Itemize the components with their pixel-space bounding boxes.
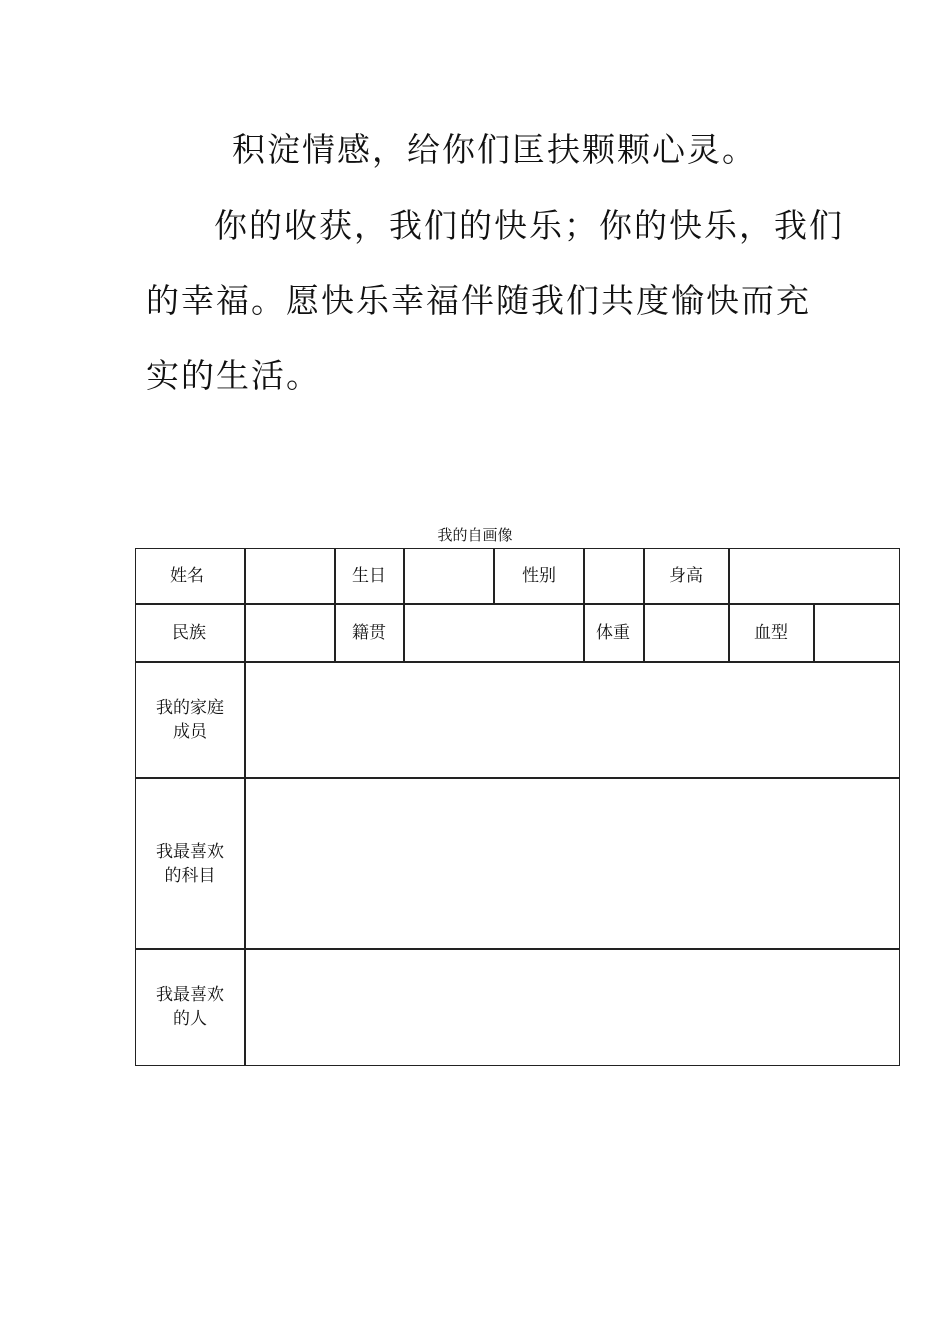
hometown-input-cell[interactable] [405, 605, 582, 660]
family-members-input-area[interactable] [246, 663, 898, 776]
weight-label: 体重 [596, 623, 630, 642]
height-input-cell[interactable] [730, 550, 898, 602]
name-label: 姓名 [170, 566, 204, 585]
paragraph-line-4: 实的生活。 [146, 356, 321, 395]
favorite-person-input-area[interactable] [246, 950, 898, 1064]
gender-input-cell[interactable] [585, 550, 642, 602]
blood-type-input-cell[interactable] [815, 605, 898, 660]
weight-input-cell[interactable] [645, 605, 727, 660]
birthday-input-cell[interactable] [405, 550, 492, 602]
gender-label: 性别 [522, 566, 556, 585]
paragraph-line-1: 积淀情感，给你们匡扶颗颗心灵。 [232, 130, 757, 169]
col-divider [493, 548, 495, 603]
blood-type-label: 血型 [754, 623, 788, 642]
paragraph-line-3: 的幸福。愿快乐幸福伴随我们共度愉快而充 [146, 281, 811, 320]
favorite-person-label: 我最喜欢的人 [156, 985, 224, 1028]
hometown-label: 籍贯 [352, 623, 386, 642]
favorite-subject-input-area[interactable] [246, 779, 898, 947]
birthday-label: 生日 [352, 566, 386, 585]
favorite-subject-label: 我最喜欢的科目 [156, 842, 224, 885]
ethnicity-input-cell[interactable] [246, 605, 333, 660]
family-members-label: 我的家庭成员 [156, 698, 224, 741]
paragraph-line-2: 你的收获，我们的快乐；你的快乐，我们 [214, 206, 844, 245]
col-divider [334, 548, 336, 661]
form-title: 我的自画像 [437, 528, 513, 544]
height-label: 身高 [669, 566, 703, 585]
ethnicity-label: 民族 [172, 623, 206, 642]
name-input-cell[interactable] [246, 550, 333, 602]
